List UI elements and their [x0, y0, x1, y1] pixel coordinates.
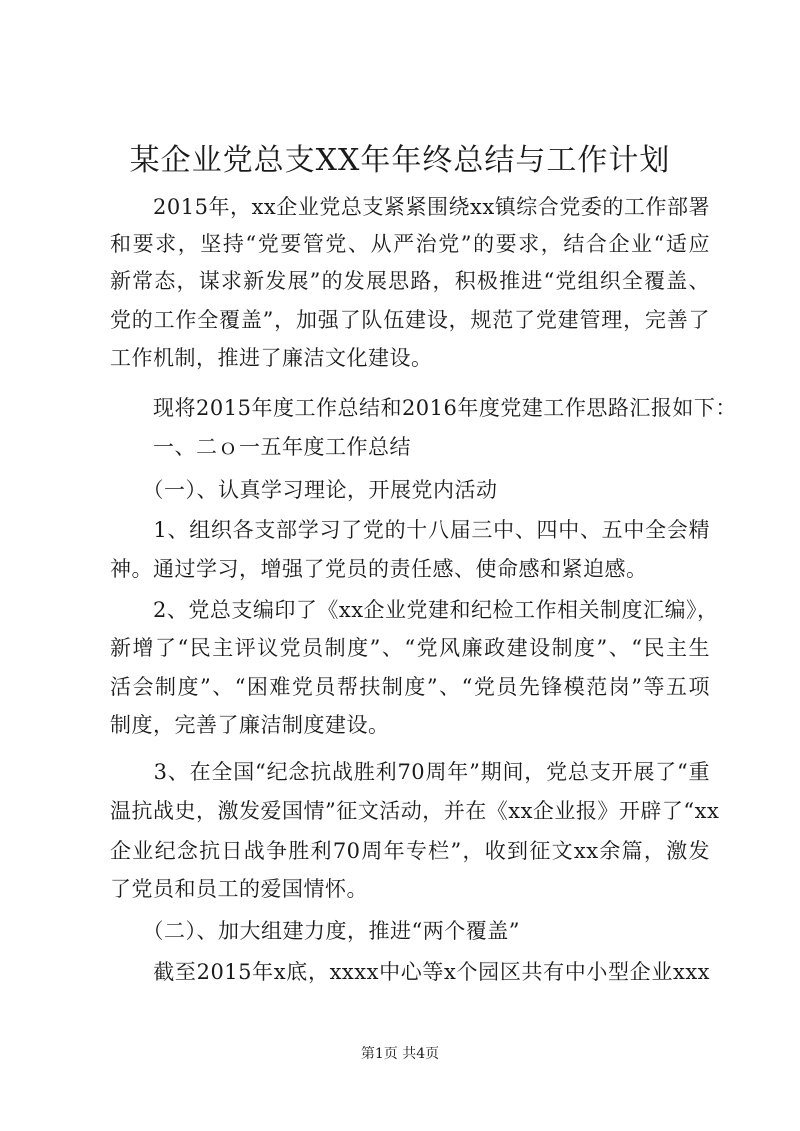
subsection-heading: （二）、加大组建力度，推进“两个覆盖” — [110, 919, 520, 943]
subsection-heading: （一）、认真学习理论，开展党内活动 — [110, 478, 498, 502]
section-heading: 一、二ｏ一五年度工作总结 — [110, 435, 411, 459]
paragraph-line: 新增了“民主评议党员制度”、“党风廉政建设制度”、“民主生 — [110, 636, 710, 660]
paragraph-line: 3、在全国“纪念抗战胜利70周年”期间，党总支开展了“重 — [110, 760, 710, 784]
paragraph-line: 1、组织各支部学习了党的十八届三中、四中、五中全会精 — [110, 518, 710, 542]
paragraph-line: 活会制度”、“困难党员帮扶制度”、“党员先锋模范岗”等五项 — [110, 675, 710, 699]
paragraph-line: 制度，完善了廉洁制度建设。 — [110, 713, 390, 737]
paragraph-line: 了党员和员工的爱国情怀。 — [110, 877, 368, 901]
paragraph-line: 2、党总支编印了《xx企业党建和纪检工作相关制度汇编》， — [110, 598, 719, 622]
paragraph-line: 工作机制，推进了廉洁文化建设。 — [110, 346, 433, 370]
document-title: 某企业党总支XX年年终总结与工作计划 — [129, 143, 671, 178]
paragraph-line: 和要求，坚持“党要管党、从严治党”的要求，结合企业“适应 — [110, 232, 710, 256]
paragraph-line: 2015年，xx企业党总支紧紧围绕xx镇综合党委的工作部署 — [110, 195, 710, 219]
paragraph-line: 现将2015年度工作总结和2016年度党建工作思路汇报如下： — [110, 396, 737, 420]
paragraph-line: 党的工作全覆盖”，加强了队伍建设，规范了党建管理，完善了 — [110, 308, 710, 332]
paragraph-line: 温抗战史，激发爱国情”征文活动，并在《xx企业报》开辟了“xx — [110, 799, 720, 823]
paragraph-line: 神。通过学习，增强了党员的责任感、使命感和紧迫感。 — [110, 557, 648, 581]
paragraph-line: 企业纪念抗日战争胜利70周年专栏”，收到征文xx余篇，激发 — [110, 839, 710, 863]
page-number-footer: 第1页 共4页 — [360, 1046, 440, 1062]
paragraph-line: 新常态，谋求新发展”的发展思路，积极推进“党组织全覆盖、 — [110, 269, 710, 293]
paragraph-line: 截至2015年x底，xxxx中心等x个园区共有中小型企业xxx — [110, 960, 710, 984]
